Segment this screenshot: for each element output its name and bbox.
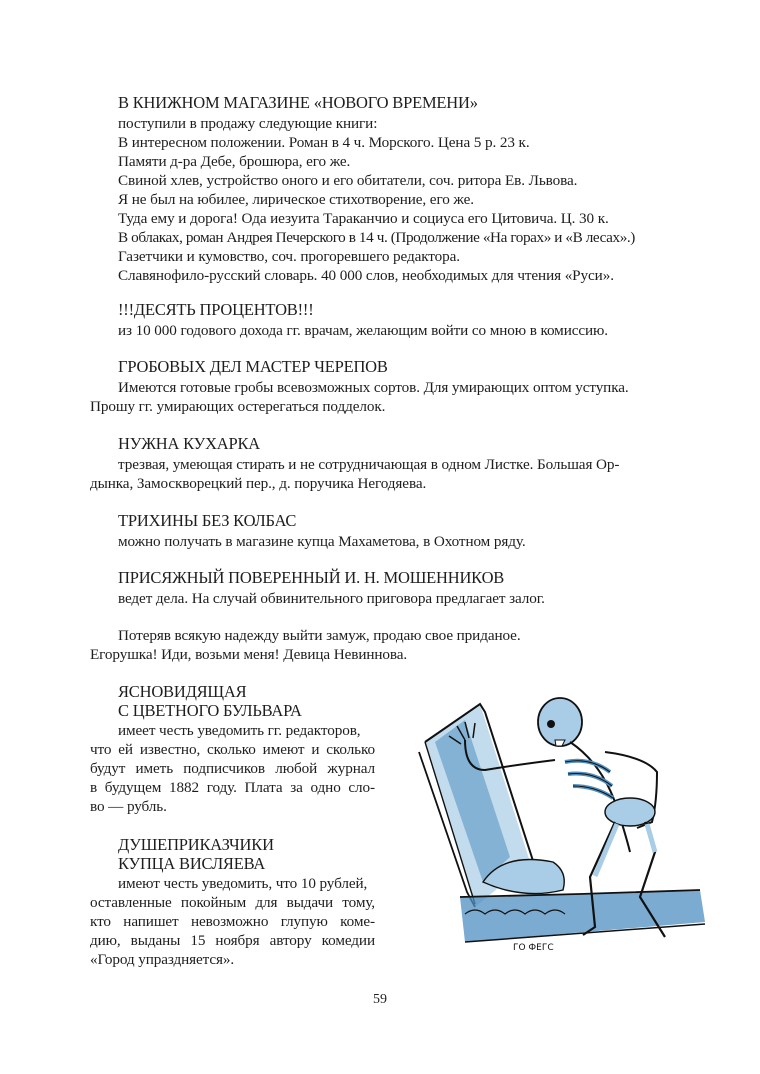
- ad-heading-ten-percent: !!!ДЕСЯТЬ ПРОЦЕНТОВ!!!: [118, 300, 314, 319]
- ad-text: в будущем 1882 году. Плата за одно сло-: [90, 779, 375, 796]
- ad-text: Егорушка! Иди, возьми меня! Девица Невиннова.: [90, 646, 408, 663]
- ad-heading-bookstore: В КНИЖНОМ МАГАЗИНЕ «НОВОГО ВРЕМЕНИ»: [118, 93, 478, 112]
- ad-text: имеют честь уведомить, что 10 рублей,: [118, 875, 368, 892]
- ad-text: ведет дела. На случай обвинительного приговора предлагает залог.: [118, 590, 545, 607]
- ad-text: трезвая, умеющая стирать и не сотрудничающая в одном Листке. Большая Ор-: [118, 456, 620, 473]
- skeleton-coffin-illustration: [405, 682, 710, 957]
- ad-text: во — рубль.: [90, 798, 167, 815]
- book-list-item: В облаках, роман Андрея Печерского в 14 ч. (Продолжение «На горах» и «В лесах».): [118, 229, 635, 246]
- ad-text: из 10 000 годового дохода гг. врачам, желающим войти со мною в комиссию.: [118, 322, 608, 339]
- ad-text: что ей известно, сколько имеют и сколько: [90, 741, 375, 758]
- ad-text: дию, выданы 15 ноября автору комедии: [90, 932, 375, 949]
- ad-text: Потеряв всякую надежду выйти замуж, продаю свое приданое.: [118, 627, 521, 644]
- ad-text: поступили в продажу следующие книги:: [118, 115, 378, 132]
- ad-heading-clairvoyant: ЯСНОВИДЯЩАЯ: [118, 682, 247, 701]
- ad-text: кто напишет невозможно глупую коме-: [90, 913, 375, 930]
- ad-heading-executors: КУПЦА ВИСЛЯЕВА: [118, 854, 266, 873]
- ad-heading-executors: ДУШЕПРИКАЗЧИКИ: [118, 835, 274, 854]
- ad-heading-trichinae: ТРИХИНЫ БЕЗ КОЛБАС: [118, 511, 297, 530]
- ad-text: можно получать в магазине купца Махаметова, в Охотном ряду.: [118, 533, 526, 550]
- ad-text: оставленные покойным для выдачи тому,: [90, 894, 375, 911]
- book-list-item: Свиной хлев, устройство оного и его обитатели, соч. ритора Ев. Львова.: [118, 172, 578, 189]
- ad-heading-clairvoyant: С ЦВЕТНОГО БУЛЬВАРА: [118, 701, 302, 720]
- book-list-item: Газетчики и кумовство, соч. прогоревшего редактора.: [118, 248, 460, 265]
- book-list-item: Славянофило-русский словарь. 40 000 слов, необходимых для чтения «Руси».: [118, 267, 614, 284]
- book-list-item: Памяти д-ра Дебе, брошюра, его же.: [118, 153, 351, 170]
- ad-text: будут иметь подписчиков любой журнал: [90, 760, 375, 777]
- ad-text: Имеются готовые гробы всевозможных сортов. Для умирающих оптом уступка.: [118, 379, 629, 396]
- ad-text: Прошу гг. умирающих остерегаться подделок.: [90, 398, 386, 415]
- ad-text: дынка, Замоскворецкий пер., д. поручика Негодяева.: [90, 475, 427, 492]
- ad-text: имеет честь уведомить гг. редакторов,: [118, 722, 361, 739]
- book-list-item: Я не был на юбилее, лирическое стихотворение, его же.: [118, 191, 474, 208]
- ad-heading-cook-wanted: НУЖНА КУХАРКА: [118, 434, 261, 453]
- ad-text: «Город упраздняется».: [90, 951, 235, 968]
- ad-heading-attorney: ПРИСЯЖНЫЙ ПОВЕРЕННЫЙ И. Н. МОШЕННИКОВ: [118, 568, 505, 587]
- book-list-item: В интересном положении. Роман в 4 ч. Морского. Цена 5 р. 23 к.: [118, 134, 530, 151]
- book-list-item: Туда ему и дорога! Ода иезуита Тараканчио и социуса его Цитовича. Ц. 30 к.: [118, 210, 609, 227]
- page-number: 59: [373, 992, 387, 1007]
- svg-text:ГО ФЕГС: ГО ФЕГС: [513, 943, 554, 953]
- ad-heading-coffin-maker: ГРОБОВЫХ ДЕЛ МАСТЕР ЧЕРЕПОВ: [118, 357, 388, 376]
